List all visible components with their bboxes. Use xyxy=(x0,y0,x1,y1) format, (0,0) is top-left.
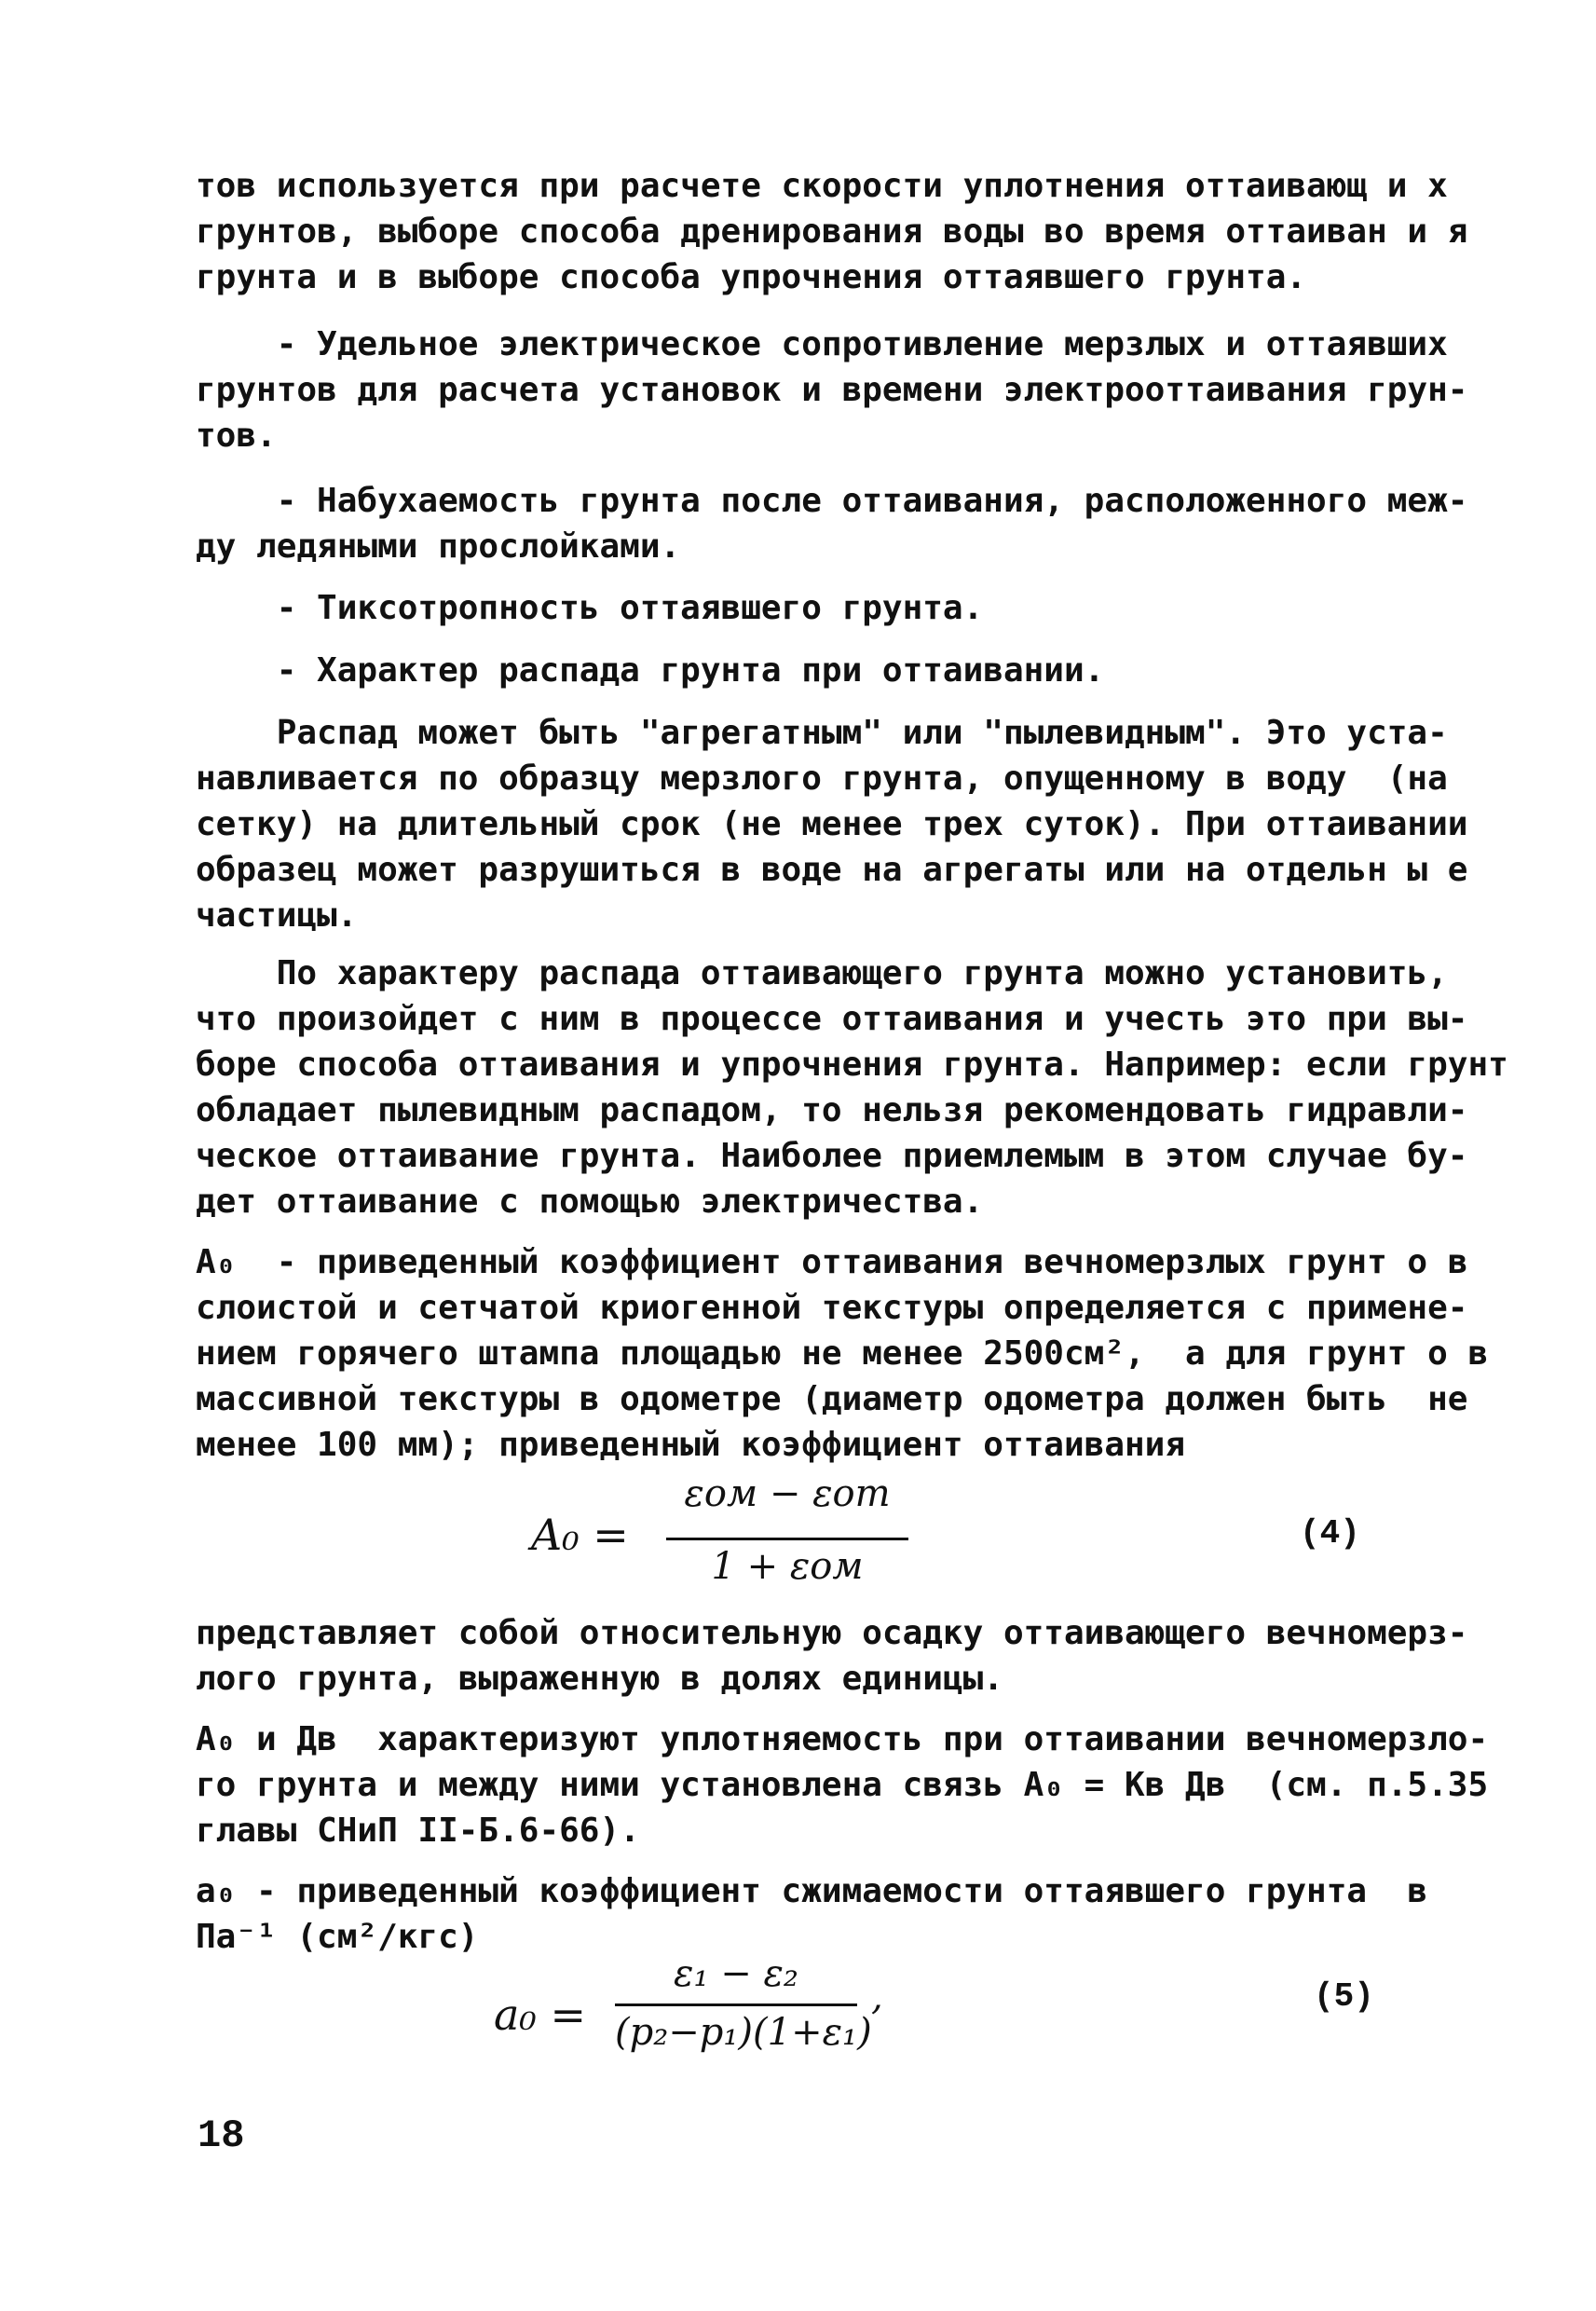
paragraph-relative-settlement: представляет собой относительную осадку оттаивающего вечномерз- лого грунта, выраженную в долях единицы. xyxy=(196,1614,1468,1698)
paragraph-swelling: - Набухаемость грунта после оттаивания, расположенного меж- ду ледяными прослойками. xyxy=(196,482,1468,566)
formula-5-number: (5) xyxy=(1314,1977,1374,2016)
paragraph-compressibility: a₀ - приведенный коэффициент сжимаемости оттаявшего грунта в Па⁻¹ (см²/кгс) xyxy=(196,1872,1428,1956)
formula-5-fraction-bar xyxy=(615,2003,857,2006)
paragraph-decay-character: - Характер распада грунта при оттаивании. xyxy=(196,651,1105,690)
paragraph-decay-consequences: По характеру распада оттаивающего грунта можно установить, что произойдет с ним в процессе оттаивания и учесть это при вы- боре способа оттаивания и упрочнения грунта. Например: если грунт обладает пылевидным распадом, то нельзя рекомендовать гидравли- ческое оттаивание грунта. Наиболее приемлемым в этом случае бу- дет оттаивание с помощью электричества. xyxy=(196,954,1508,1221)
page-number: 18 xyxy=(198,2113,245,2158)
paragraph-electrical-resistance: - Удельное электрическое сопротивление мерзлых и оттаявших грунтов для расчета установок и времени электрооттаивания грун- тов. xyxy=(196,325,1468,455)
formula-4-numerator: εом − εот xyxy=(684,1472,891,1515)
formula-4-fraction-bar xyxy=(666,1538,908,1540)
formula-5-numerator: ε₁ − ε₂ xyxy=(674,1952,798,1995)
formula-5-denominator: (p₂−p₁)(1+ε₁) xyxy=(615,2011,872,2054)
paragraph-thaw-coefficient: A₀ - приведенный коэффициент оттаивания вечномерзлых грунт о в слоистой и сетчатой криогенной текстуры определяется с примене- нием горячего штампа площадью не менее 2500см², а для грунт о в массивной текстуры в одометре (диаметр одометра должен быть не менее 100 мм); приведенный коэффициент оттаивания xyxy=(196,1243,1489,1464)
paragraph-thixotropy: - Тиксотропность оттаявшего грунта. xyxy=(196,589,984,627)
paragraph-thaw-rate: тов используется при расчете скорости уплотнения оттаивающ и х грунтов, выборе способа дренирования воды во время оттаиван и я грунта и в выборе способа упрочнения оттаявшего грунта. xyxy=(196,167,1468,296)
formula-5-comma: , xyxy=(871,1976,883,2018)
paragraph-compactability: A₀ и Дв характеризуют уплотняемость при оттаивании вечномерзло- го грунта и между ними установлена связь A₀ = Кв Дв (см. п.5.35 главы СНиП II-Б.6-66). xyxy=(196,1720,1489,1850)
paragraph-decay-types: Распад может быть "агрегатным" или "пылевидным". Это уста- навливается по образцу мерзлого грунта, опущенному в воду (на сетку) на длительный срок (не менее трех суток). При оттаивании образец может разрушиться в воде на агрегаты или на отдельн ы е частицы. xyxy=(196,714,1468,935)
formula-4-lhs: A₀ = xyxy=(531,1510,629,1560)
formula-4-number: (4) xyxy=(1300,1514,1360,1552)
formula-4-denominator: 1 + εом xyxy=(711,1545,864,1588)
formula-5-lhs: a₀ = xyxy=(494,1990,587,2040)
